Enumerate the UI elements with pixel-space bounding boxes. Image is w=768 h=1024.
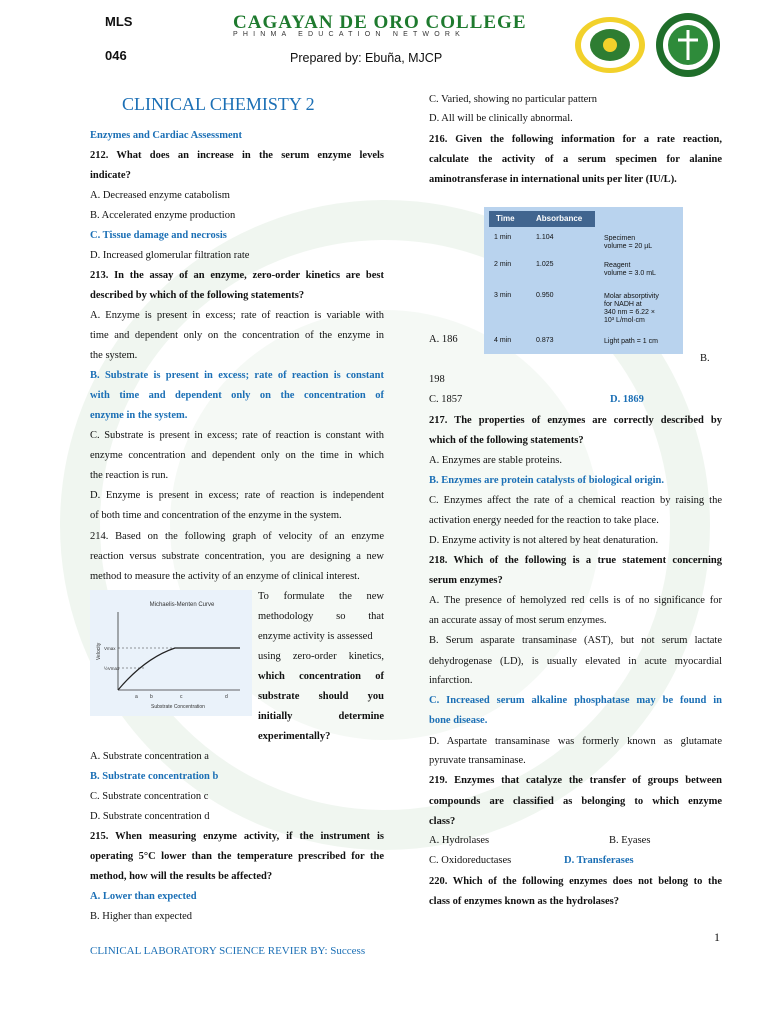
- question-214-side-line: enzyme activity is assessed: [258, 631, 373, 642]
- question-214-side-bold: which concentration of: [258, 671, 384, 682]
- option-a: A. Decreased enzyme catabolism: [90, 190, 230, 201]
- question-218-line: serum enzymes?: [429, 575, 503, 586]
- section-heading: Enzymes and Cardiac Assessment: [90, 130, 242, 141]
- question-216-line: aminotransferase in international units per liter (IU/L).: [429, 174, 677, 185]
- option-c-line: enzyme concentration and dependent only on the time in which: [90, 450, 384, 461]
- graph-y-label: Velocity: [96, 642, 102, 660]
- graph-tick: a: [135, 694, 138, 700]
- answer-option-c: C. Tissue damage and necrosis: [90, 230, 227, 241]
- question-219-line: 219. Enzymes that catalyze the transfer of groups between: [429, 775, 722, 786]
- option-d: D. Enzyme activity is not altered by heat denaturation.: [429, 535, 659, 546]
- page-number: 1: [714, 930, 720, 944]
- answer-option-b: B. Substrate concentration b: [90, 771, 219, 782]
- option-a: A. 186: [429, 334, 458, 345]
- option-a: A. Hydrolases: [429, 835, 490, 846]
- question-213-line: described by which of the following statements?: [90, 290, 305, 301]
- table-note: volume = 20 µL: [604, 243, 653, 250]
- option-c: C. Substrate concentration c: [90, 791, 209, 802]
- footer-text: CLINICAL LABORATORY SCIENCE REVIER BY:: [90, 945, 331, 957]
- question-219-line: class?: [429, 816, 456, 827]
- college-seal-icon: [574, 16, 646, 74]
- question-214-side-bold: experimentally?: [258, 731, 331, 742]
- table-note: 340 nm = 6.22 ×: [604, 309, 655, 316]
- table-note: 10³ L/mol·cm: [604, 317, 645, 324]
- table-header-absorbance: Absorbance: [536, 214, 583, 223]
- option-c: C. Varied, showing no particular pattern: [429, 94, 598, 105]
- question-220-line: class of enzymes known as the hydrolases?: [429, 896, 619, 907]
- option-a-line: time and dependent only on the concentration of the enzyme in: [90, 330, 384, 341]
- option-a-line: the system.: [90, 350, 138, 361]
- table-cell-time: 2 min: [494, 261, 512, 268]
- table-cell-time: 3 min: [494, 292, 512, 299]
- graph-half-vmax: ½Vmax: [104, 666, 120, 671]
- question-215-line: 215. When measuring enzyme activity, if the instrument is: [90, 831, 384, 842]
- table-note: for NADH at: [604, 301, 642, 308]
- answer-option-b-line: with time and dependent only on the concentration of: [90, 390, 384, 401]
- option-c-line: C. Substrate is present in excess; rate of reaction is constant with: [90, 430, 384, 441]
- option-b: B. Eyases: [609, 835, 651, 846]
- question-214-line: method to measure the activity of an enzyme of clinical interest.: [90, 571, 360, 582]
- question-213-line: 213. In the assay of an enzyme, zero-order kinetics are best: [90, 270, 384, 281]
- option-c-line: activation energy needed for the reaction to take place.: [429, 515, 659, 526]
- option-b-value: 198: [429, 374, 445, 385]
- question-217-line: which of the following statements?: [429, 435, 584, 446]
- answer-option-c-line: C. Increased serum alkaline phosphatase may be found in: [429, 695, 722, 706]
- answer-option-d: D. Transferases: [564, 855, 634, 866]
- option-c-line: C. Enzymes affect the rate of a chemical reaction by raising the: [429, 495, 722, 506]
- question-214-line: 214. Based on the following graph of velocity of an enzyme: [90, 531, 384, 542]
- option-b: B. Higher than expected: [90, 911, 193, 922]
- question-214-line: reaction versus substrate concentration, you are designing a new: [90, 551, 384, 562]
- answer-option-b-line: enzyme in the system.: [90, 410, 188, 421]
- graph-tick: d: [225, 694, 228, 700]
- rate-reaction-table: [484, 207, 683, 354]
- table-cell-absorbance: 1.104: [536, 234, 554, 241]
- question-214-side-line: methodology so that: [258, 611, 384, 622]
- question-214-side-line: To formulate the new: [258, 591, 384, 602]
- option-d: D. Substrate concentration d: [90, 811, 210, 822]
- footer: [90, 945, 365, 957]
- graph-title: Michaelis-Menten Curve: [149, 602, 215, 608]
- table-cell-absorbance: 0.873: [536, 337, 554, 344]
- table-cell-absorbance: 1.025: [536, 261, 554, 268]
- table-cell-time: 1 min: [494, 234, 512, 241]
- answer-option-a: A. Lower than expected: [90, 891, 197, 902]
- question-214-side-bold: initially determine: [258, 711, 384, 722]
- department-seal-icon: [654, 12, 722, 78]
- table-note: Light path = 1 cm: [604, 338, 658, 345]
- graph-tick: b: [150, 694, 153, 700]
- question-216-line: 216. Given the following information for a rate reaction,: [429, 134, 722, 145]
- answer-option-d: D. 1869: [610, 394, 644, 405]
- option-d-line: D. Aspartate transaminase was formerly known as glutamate: [429, 736, 722, 747]
- table-note: Molar absorptivity: [604, 293, 659, 300]
- option-d-line: of both time and concentration of the enzyme in the system.: [90, 510, 342, 521]
- answer-option-c-line: bone disease.: [429, 715, 488, 726]
- option-d: D. All will be clinically abnormal.: [429, 113, 573, 124]
- question-212-line: 212. What does an increase in the serum enzyme levels: [90, 150, 384, 161]
- question-219-line: compounds are classified as belonging to which enzyme: [429, 796, 722, 807]
- question-218-line: 218. Which of the following is a true statement concerning: [429, 555, 722, 566]
- table-note: Specimen: [604, 235, 636, 242]
- question-212-line: indicate?: [90, 170, 131, 181]
- table-header-time: Time: [496, 214, 515, 223]
- option-b-line: B. Serum asparate transaminase (AST), but not serum lactate: [429, 635, 722, 646]
- table-note: volume = 3.0 mL: [604, 270, 656, 277]
- graph-vmax: Vmax: [104, 646, 116, 651]
- option-d-line: pyruvate transaminase.: [429, 755, 526, 766]
- question-217-line: 217. The properties of enzymes are correctly described by: [429, 415, 722, 426]
- table-cell-absorbance: 0.950: [536, 292, 554, 299]
- question-220-line: 220. Which of the following enzymes does not belong to the: [429, 876, 722, 887]
- option-c: C. 1857: [429, 394, 463, 405]
- graph-x-label: Substrate Concentration: [151, 704, 205, 710]
- course-number: 046: [105, 48, 127, 63]
- option-c-line: the reaction is run.: [90, 470, 169, 481]
- page-title: CLINICAL CHEMISTY 2: [122, 94, 315, 114]
- option-a: A. Substrate concentration a: [90, 751, 209, 762]
- option-a-line: A. Enzyme is present in excess; rate of reaction is variable with: [90, 310, 384, 321]
- option-a-line: A. The presence of hemolyzed red cells is of no significance for: [429, 595, 722, 606]
- question-214-side-bold: substrate should you: [258, 691, 384, 702]
- michaelis-menten-graph: [90, 590, 252, 716]
- question-214-side-line: using zero-order kinetics,: [258, 651, 384, 662]
- option-c: C. Oxidoreductases: [429, 855, 512, 866]
- question-215-line: method, how will the results be affected?: [90, 871, 273, 882]
- option-b: B.: [700, 353, 710, 364]
- question-216-line: calculate the activity of a serum specimen for alanine: [429, 154, 722, 165]
- prepared-by: Prepared by: Ebuña, MJCP: [290, 51, 443, 65]
- option-b-line: dehydrogenase (LD), is usually elevated in acute myocardial: [429, 656, 722, 667]
- answer-option-b-line: B. Substrate is present in excess; rate of reaction is constant: [90, 370, 384, 381]
- graph-tick: c: [180, 694, 183, 700]
- question-215-line: operating 5°C lower than the temperature prescribed for the: [90, 851, 384, 862]
- option-b: B. Accelerated enzyme production: [90, 210, 236, 221]
- college-subtitle: PHINMA EDUCATION NETWORK: [233, 31, 466, 38]
- course-code: MLS: [105, 14, 133, 29]
- footer-suffix: Success: [330, 945, 366, 957]
- option-a: A. Enzymes are stable proteins.: [429, 455, 562, 466]
- answer-option-b: B. Enzymes are protein catalysts of biological origin.: [429, 475, 664, 486]
- table-cell-time: 4 min: [494, 337, 512, 344]
- table-note: Reagent: [604, 262, 631, 269]
- option-b-line: infarction.: [429, 675, 473, 686]
- college-name: CAGAYAN DE ORO COLLEGE: [233, 12, 527, 33]
- option-d-line: D. Enzyme is present in excess; rate of reaction is independent: [90, 490, 384, 501]
- option-a-line: an accurate assay of most serum enzymes.: [429, 615, 607, 626]
- option-d: D. Increased glomerular filtration rate: [90, 250, 250, 261]
